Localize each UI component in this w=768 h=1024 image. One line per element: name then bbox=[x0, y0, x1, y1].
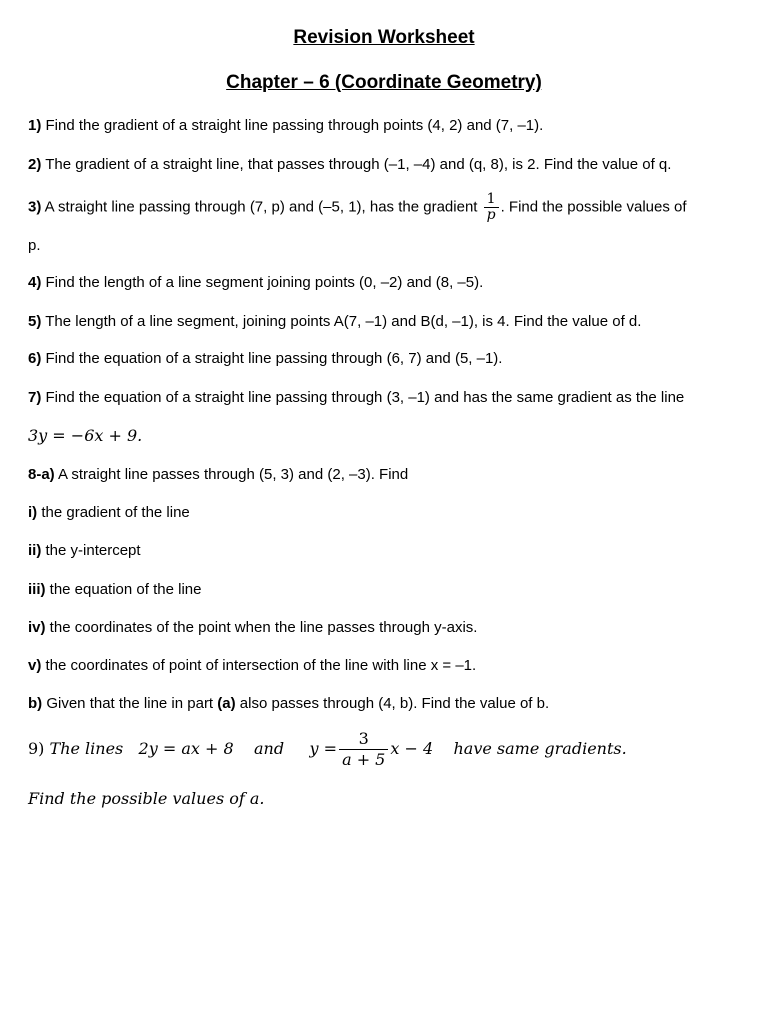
fraction-denominator: p bbox=[484, 207, 499, 223]
question-8a bbox=[28, 466, 748, 483]
question-number: 9) bbox=[28, 739, 45, 758]
part-reference: (a) bbox=[217, 695, 236, 712]
question-number: 6) bbox=[28, 350, 42, 367]
part-text: the coordinates of point of intersection of the line with line x = –1. bbox=[41, 657, 477, 674]
part-label: ii) bbox=[28, 542, 42, 559]
question-8-part-iii bbox=[28, 581, 748, 598]
question-number: 1) bbox=[28, 117, 42, 134]
part-label: v) bbox=[28, 657, 42, 674]
question-number: 5) bbox=[28, 313, 42, 330]
question-number: 4) bbox=[28, 274, 42, 291]
question-text: Find the equation of a straight line passing through (6, 7) and (5, –1). bbox=[41, 350, 503, 367]
fraction-denominator: a + 5 bbox=[339, 749, 388, 770]
question-8b bbox=[28, 695, 748, 712]
question-9 bbox=[28, 729, 748, 770]
question-2 bbox=[28, 156, 748, 173]
conjunction: and bbox=[254, 739, 285, 758]
question-text-cont: have same gradients. bbox=[453, 739, 627, 758]
second-equation-lhs: y = bbox=[309, 739, 338, 758]
question-5 bbox=[28, 313, 748, 330]
question-9-cont bbox=[28, 789, 748, 808]
first-equation: 2y = ax + 8 bbox=[138, 739, 234, 758]
question-text: A straight line passing through (7, p) and (–5, 1), has the gradient bbox=[41, 198, 482, 216]
part-text: the y-intercept bbox=[41, 542, 141, 559]
part-label: b) bbox=[28, 695, 43, 712]
part-label: iii) bbox=[28, 581, 46, 598]
part-text: the gradient of the line bbox=[37, 504, 190, 521]
second-equation-rhs: x − 4 bbox=[390, 739, 434, 758]
part-text: Given that the line in part bbox=[42, 695, 218, 712]
part-label: iv) bbox=[28, 619, 46, 636]
question-text: Find the gradient of a straight line passing through points (4, 2) and (7, –1). bbox=[41, 117, 544, 134]
part-text: the equation of the line bbox=[45, 581, 202, 598]
fraction-numerator: 1 bbox=[486, 191, 496, 207]
question-number: 7) bbox=[28, 389, 42, 406]
question-1 bbox=[28, 117, 748, 134]
gradient-fraction bbox=[484, 192, 499, 223]
question-number: 3) bbox=[28, 198, 42, 216]
part-label: i) bbox=[28, 504, 38, 521]
question-8-part-ii bbox=[28, 542, 748, 559]
question-6 bbox=[28, 350, 748, 367]
fraction-numerator: 3 bbox=[358, 729, 369, 748]
question-4 bbox=[28, 274, 748, 291]
question-text: The lines bbox=[49, 739, 124, 758]
question-text: Find the length of a line segment joining points (0, –2) and (8, –5). bbox=[41, 274, 484, 291]
part-text-cont: also passes through (4, b). Find the value of b. bbox=[235, 695, 550, 712]
question-3-cont bbox=[28, 237, 748, 254]
coefficient-fraction bbox=[339, 729, 388, 770]
question-number: 2) bbox=[28, 156, 42, 173]
question-text: Find the equation of a straight line passing through (3, –1) and has the same gradient as the line bbox=[41, 389, 685, 406]
question-3 bbox=[28, 192, 748, 223]
part-text: the coordinates of the point when the line passes through y-axis. bbox=[45, 619, 478, 636]
line-equation: 3y = −6x + 9. bbox=[28, 426, 143, 445]
question-7 bbox=[28, 389, 748, 406]
question-text: The gradient of a straight line, that passes through (–1, –4) and (q, 8), is 2. Find the value of q. bbox=[41, 156, 672, 173]
question-8-part-iv bbox=[28, 619, 748, 636]
question-text-cont: . Find the possible values of bbox=[500, 198, 687, 216]
question-text: The length of a line segment, joining points A(7, –1) and B(d, –1), is 4. Find the value of d. bbox=[41, 313, 642, 330]
question-7-equation bbox=[28, 426, 748, 445]
question-text: A straight line passes through (5, 3) and (2, –3). Find bbox=[54, 466, 409, 483]
question-text-wrap: p. bbox=[28, 237, 41, 254]
question-number: 8-a) bbox=[28, 466, 55, 483]
question-8-part-i bbox=[28, 504, 748, 521]
worksheet-title: Revision Worksheet bbox=[293, 27, 475, 48]
question-8-part-v bbox=[28, 657, 748, 674]
question-text-line2: Find the possible values of a. bbox=[28, 789, 265, 808]
worksheet-subtitle: Chapter – 6 (Coordinate Geometry) bbox=[226, 72, 542, 93]
